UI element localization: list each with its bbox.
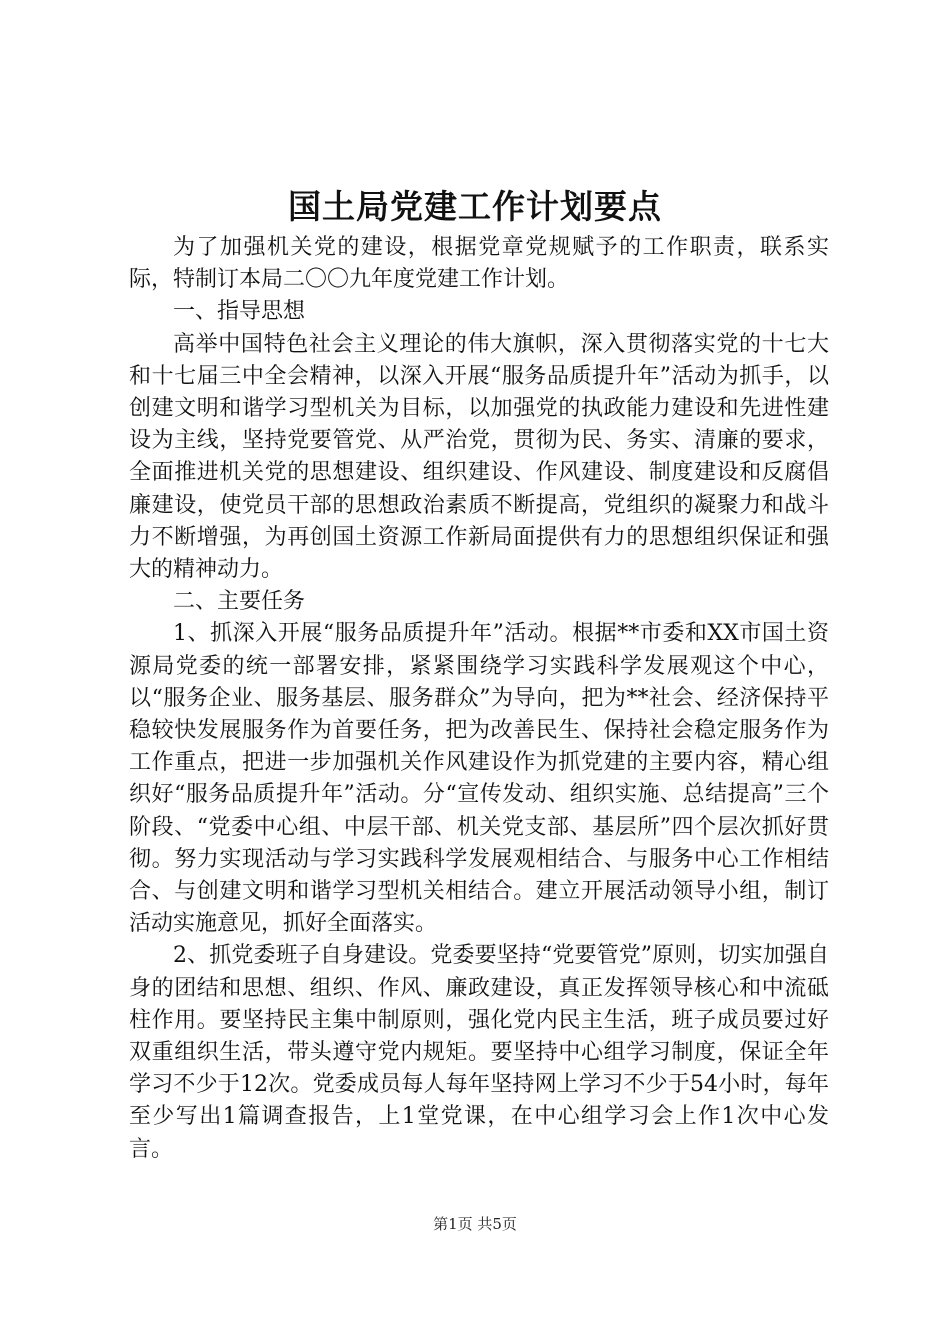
section-heading-main-tasks: 二、主要任务 — [173, 589, 306, 615]
guiding-thought-paragraph: 高举中国特色社会主义理论的伟大旗帜，深入贯彻落实党的十七大和十七届三中全会精神，以深入开展“服务品质提升年”活动为抓手，以创建文明和谐学习型机关为目标，以加强党的执政能力建设和先进性建设为主线，坚持党要管党、从严治党，贯彻为民、务实、清廉的要求，全面推进机关党的思想建设、组织建设、作风建设、制度建设和反腐倡廉建设，使党员干部的思想政治素质不断提高，党组织的凝聚力和战斗力不断增强，为再创国土资源工作新局面提供有力的思想组织保证和强大的精神动力。 — [129, 331, 829, 583]
intro-paragraph: 为了加强机关党的建设，根据党章党规赋予的工作职责，联系实际，特制订本局二〇〇九年度党建工作计划。 — [129, 235, 829, 293]
task-2-paragraph: 2、抓党委班子自身建设。党委要坚持“党要管党”原则，切实加强自身的团结和思想、组织、作风、廉政建设，真正发挥领导核心和中流砥柱作用。要坚持民主集中制原则，强化党内民主生活，班子成员要过好双重组织生活，带头遵守党内规矩。要坚持中心组学习制度，保证全年学习不少于12次。党委成员每人每年坚持网上学习不少于54小时，每年至少写出1篇调查报告，上1堂党课，在中心组学习会上作1次中心发言。 — [129, 943, 829, 1162]
document-body — [129, 232, 829, 1166]
section-heading-guiding-thought: 一、指导思想 — [173, 299, 306, 325]
document-title: 国土局党建工作计划要点 — [288, 187, 662, 226]
task-1-paragraph: 1、抓深入开展“服务品质提升年”活动。根据**市委和XX市国土资源局党委的统一部署安排，紧紧围绕学习实践科学发展观这个中心，以“服务企业、服务基层、服务群众”为导向，把为**社会、经济保持平稳较快发展服务作为首要任务，把为改善民生、保持社会稳定服务作为工作重点，把进一步加强机关作风建设作为抓党建的主要内容，精心组织好“服务品质提升年”活动。分“宣传发动、组织实施、总结提高”三个阶段、“党委中心组、中层干部、机关党支部、基层所”四个层次抓好贯彻。努力实现活动与学习实践科学发展观相结合、与服务中心工作相结合、与创建文明和谐学习型机关相结合。建立开展活动领导小组，制订活动实施意见，抓好全面落实。 — [129, 621, 829, 937]
page-number-footer: 第1页 共5页 — [433, 1215, 517, 1233]
